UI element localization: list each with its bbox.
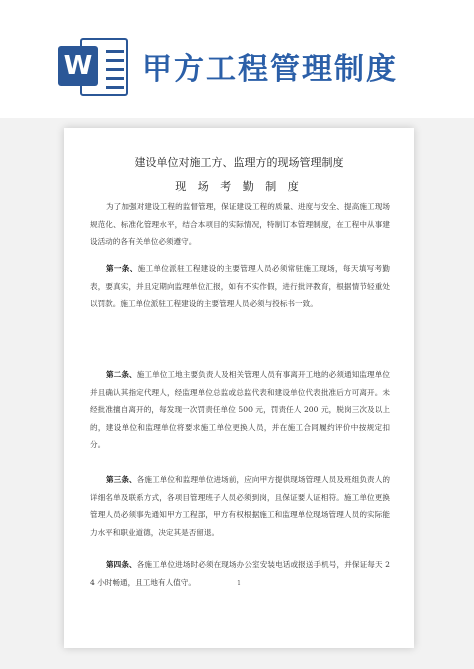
article-text: 施工单位派驻工程建设的主要管理人员必须常驻施工现场，每天填写考勤表，要真实，并且定期向监理单位汇报，如有不实作假，进行批评教育，根据情节轻重处以罚款。施工单位派驻工程建设的主要管理人员必须与投标书一致。 [90, 264, 391, 308]
article-lead: 第三条、 [106, 475, 137, 484]
article-text: 施工单位工地主要负责人及相关管理人员有事离开工地的必须通知监理单位并且确认其指定代理人，经监理单位总监或总监代表和建设单位代表批准后方可离开。未经批准擅自离开的，每发现一次罚责任单位 500 元，罚责任人 200 元，脱岗三次及以上的，建设单位和监理单位将要求施工单位更换人员，并在施工合同履约评价中按规定扣分。 [90, 370, 391, 449]
article-paragraph [90, 471, 390, 541]
article-paragraph [90, 366, 390, 454]
intro-paragraph: 为了加强对建设工程的监督管理，保证建设工程的质量、进度与安全、提高施工现场规范化、标准化管理水平，结合本项目的实际情况，特制订本管理制度，在工程中从事建设活动的各有关单位必须遵守。 [90, 202, 390, 246]
article-text: 各施工单位进场时必须在现场办公室安装电话或报送手机号，并保证每天 24 小时畅通，且工地有人值守。 [90, 560, 391, 587]
document-subtitle: 现 场 考 勤 制 度 [175, 180, 303, 193]
banner-title: 甲方工程管理制度 [142, 52, 398, 87]
article-paragraph [90, 260, 390, 313]
word-document-icon [58, 36, 130, 98]
article-lead: 第一条、 [106, 264, 138, 273]
article-text: 各施工单位和监理单位进场前，应向甲方提供现场管理人员及班组负责人的详细名单及联系方式，各项目管理班子人员必须到岗，且保证要人证相符。施工单位更换管理人员必须事先通知甲方工程部，甲方有权根据施工和监理单位现场管理人员的实际能力水平和职业道德，决定其是否留退。 [90, 475, 391, 537]
page-number: 1 [237, 580, 241, 587]
document-title: 建设单位对施工方、监理方的现场管理制度 [134, 156, 344, 169]
article-lead: 第二条、 [106, 370, 137, 379]
header-banner [0, 0, 474, 130]
word-badge: W [58, 46, 98, 86]
document-page [64, 128, 414, 648]
article-lead: 第四条、 [106, 560, 137, 569]
